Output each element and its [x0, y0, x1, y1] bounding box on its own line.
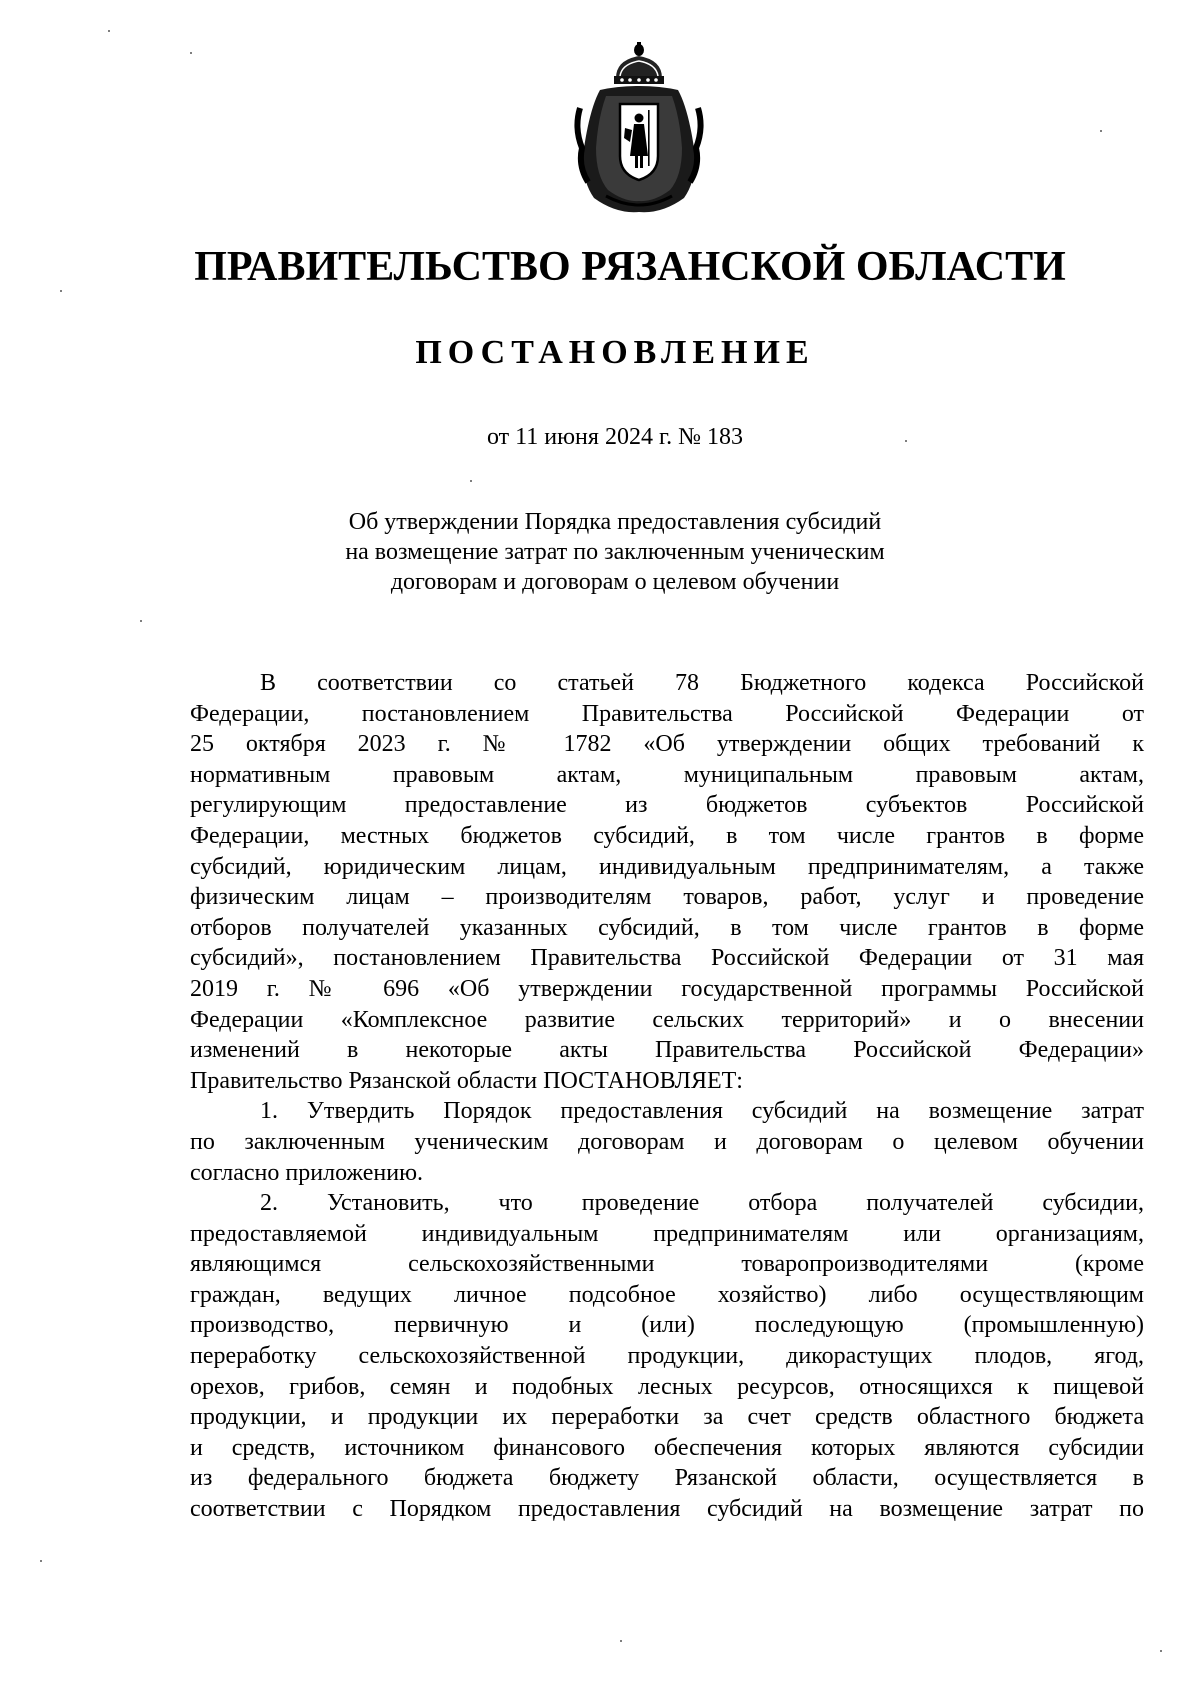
body-line: 25 октября 2023 г. № 1782 «Об утверждении общих требований к: [190, 731, 1144, 758]
scan-speck: [190, 52, 192, 54]
subject-line: Об утверждении Порядка предоставления субсидий: [348, 509, 882, 535]
scan-speck: [108, 30, 110, 32]
scan-speck: [905, 440, 907, 442]
body-line: Федерации, местных бюджетов субсидий, в том числе грантов в форме: [190, 822, 1144, 849]
body-line: граждан, ведущих личное подсобное хозяйство) либо осуществляющим: [190, 1281, 1144, 1308]
body-line: согласно приложению.: [190, 1159, 424, 1186]
body-line: субсидий, юридическим лицам, индивидуальным предпринимателям, а также: [190, 853, 1144, 880]
scan-speck: [1100, 130, 1102, 132]
scan-speck: [1160, 1650, 1162, 1652]
body-line: предоставляемой индивидуальным предпринимателям или организациям,: [190, 1220, 1144, 1247]
body-line: соответствии с Порядком предоставления субсидий на возмещение затрат по: [190, 1496, 1144, 1523]
body-line: и средств, источником финансового обеспечения которых являются субсидии: [190, 1434, 1144, 1461]
body-line: орехов, грибов, семян и подобных лесных ресурсов, относящихся к пищевой: [190, 1373, 1144, 1400]
body-line: Федерации «Комплексное развитие сельских территорий» и о внесении: [190, 1006, 1144, 1033]
body-line: переработку сельскохозяйственной продукции, дикорастущих плодов, ягод,: [190, 1343, 1144, 1370]
scan-speck: [40, 1560, 42, 1562]
body-line: являющимся сельскохозяйственными товаропроизводителями (кроме: [190, 1251, 1144, 1278]
body-line: Правительство Рязанской области ПОСТАНОВЛЯЕТ:: [190, 1067, 743, 1094]
body-line: изменений в некоторые акты Правительства Российской Федерации»: [190, 1037, 1144, 1064]
body-line: Федерации, постановлением Правительства Российской Федерации от: [190, 700, 1144, 727]
body-line: производство, первичную и (или) последующую (промышленную): [190, 1312, 1144, 1339]
body-line: В соответствии со статьей 78 Бюджетного кодекса Российской: [260, 670, 1144, 696]
body-line: по заключенным ученическим договорам и договорам о целевом обучении: [190, 1128, 1144, 1155]
scan-speck: [470, 480, 472, 482]
body-line: 2. Установить, что проведение отбора получателей субсидии,: [260, 1190, 1144, 1217]
organization-title: ПРАВИТЕЛЬСТВО РЯЗАНСКОЙ ОБЛАСТИ: [194, 244, 1066, 290]
subject-line: договорам и договорам о целевом обучении: [390, 569, 840, 595]
scan-speck: [620, 1640, 622, 1642]
body-line: регулирующим предоставление из бюджетов субъектов Российской: [190, 792, 1144, 819]
body-line: продукции, и продукции их переработки за счет средств областного бюджета: [190, 1404, 1144, 1431]
document-body: [190, 668, 1144, 1525]
ryazan-coat-of-arms-icon: [570, 38, 708, 216]
subject-line: на возмещение затрат по заключенным ученическим: [345, 539, 885, 565]
body-line: физическим лицам – производителям товаров, работ, услуг и проведение: [190, 884, 1144, 911]
body-line: 1. Утвердить Порядок предоставления субсидий на возмещение затрат: [260, 1098, 1144, 1125]
body-line: нормативным правовым актам, муниципальным правовым актам,: [190, 761, 1144, 788]
document-type-heading: ПОСТАНОВЛЕНИЕ: [415, 334, 815, 371]
document-date-number: от 11 июня 2024 г. № 183: [487, 424, 743, 450]
scan-speck: [140, 620, 142, 622]
body-line: субсидий», постановлением Правительства Российской Федерации от 31 мая: [190, 945, 1144, 972]
document-subject: [250, 507, 980, 597]
scan-speck: [60, 290, 62, 292]
body-line: 2019 г. № 696 «Об утверждении государственной программы Российской: [190, 975, 1144, 1002]
body-line: отборов получателей указанных субсидий, в том числе грантов в форме: [190, 914, 1144, 941]
body-line: из федерального бюджета бюджету Рязанской области, осуществляется в: [190, 1465, 1144, 1492]
